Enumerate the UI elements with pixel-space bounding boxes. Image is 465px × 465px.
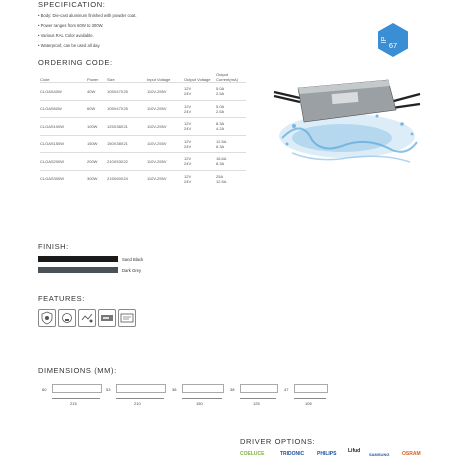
brand-logo-philips: PHILIPS — [317, 451, 337, 457]
specification-title: SPECIFICATION: — [38, 0, 106, 9]
cell-code: CLGAS300W — [40, 170, 87, 187]
cell-input: 110V-255V — [147, 135, 184, 153]
driver-icon — [98, 309, 116, 327]
dimension-line — [240, 398, 276, 399]
spec-item: • Various RAL Color available. — [38, 33, 94, 38]
cell-power: 200W — [87, 153, 107, 171]
surge-icon — [78, 309, 96, 327]
cell-code: CLGAS200W — [40, 153, 87, 171]
driver-options-title: DRIVER OPTIONS: — [240, 437, 316, 446]
cell-power: 60W — [87, 100, 107, 118]
dim-width: 150 — [196, 401, 203, 406]
table-row — [40, 170, 246, 187]
cell-size: 215X60X24 — [107, 170, 147, 187]
dim-width: 215 — [70, 401, 77, 406]
cell-input: 110V-255V — [147, 118, 184, 136]
cell-input: 110V-255V — [147, 153, 184, 171]
dimensions-title: DIMENSIONS (MM): — [38, 366, 117, 375]
cell-output: 12V 24V — [184, 135, 216, 153]
table-row — [40, 135, 246, 153]
cell-output: 12V 24V — [184, 170, 216, 187]
spec-item: • Body: Die-cast aluminum finished with powder coat. — [38, 13, 137, 18]
col-header: Size — [107, 77, 115, 82]
col-header: Power — [87, 77, 99, 82]
cell-output: 12V 24V — [184, 118, 216, 136]
cell-power: 40W — [87, 83, 107, 101]
brand-logo-coeluce: COELUCE — [240, 451, 265, 457]
cell-size: 105X47X25 — [107, 100, 147, 118]
cell-current: 5.0A 2.5A — [216, 83, 246, 101]
features-title: FEATURES: — [38, 294, 85, 303]
cell-current: 5.0A 2.5A — [216, 100, 246, 118]
dimension-line — [116, 398, 164, 399]
finish-swatch-sand-black — [38, 256, 118, 262]
brand-logo-tridonic: TRIDONIC — [280, 451, 305, 457]
table-row — [40, 118, 246, 136]
finish-label: Dark Grey — [122, 268, 142, 273]
shield-icon — [38, 309, 56, 327]
certification-icon — [118, 309, 136, 327]
ip-text: IP — [381, 36, 388, 44]
cell-current: 25A 12.5A — [216, 170, 246, 187]
cell-power: 300W — [87, 170, 107, 187]
cell-size: 105X47X25 — [107, 83, 147, 101]
spec-item: • Waterproof, can be used all day. — [38, 43, 101, 48]
spec-item: • Power ranges from 60W to 300W. — [38, 23, 104, 28]
cell-output: 12V 24V — [184, 100, 216, 118]
table-row — [40, 153, 246, 171]
brand-logo-samsung: SAMSUNG — [369, 452, 390, 457]
ordering-title: ORDERING CODE: — [38, 58, 113, 67]
cell-code: CLGAS40W — [40, 83, 87, 101]
ip67-badge — [377, 22, 409, 58]
table-row — [40, 83, 246, 101]
cell-code: CLGAS150W — [40, 135, 87, 153]
dim-width: 105 — [305, 401, 312, 406]
cell-power: 150W — [87, 135, 107, 153]
cell-input: 110V-255V — [147, 170, 184, 187]
col-header: Output Current(mA) — [216, 72, 239, 82]
dimension-box — [52, 384, 102, 393]
dimension-line — [182, 398, 222, 399]
brand-logo-osram: OSRAM — [402, 451, 421, 457]
ip-rating: 67 — [388, 41, 398, 50]
dimension-box — [116, 384, 166, 393]
cell-input: 110V-255V — [147, 100, 184, 118]
cell-size: 210X53X22 — [107, 153, 147, 171]
cell-current: 12.5A 6.3A — [216, 135, 246, 153]
col-header: Input Voltage — [147, 77, 171, 82]
power-icon — [58, 309, 76, 327]
dimension-line — [52, 398, 100, 399]
table-row — [40, 100, 246, 118]
dimension-box — [182, 384, 224, 393]
brand-logo-lifud: Lifud — [348, 448, 361, 454]
cell-size: 150X38X21 — [107, 135, 147, 153]
dimension-line — [294, 398, 326, 399]
dim-width: 125 — [253, 401, 260, 406]
dim-height: 38 — [172, 387, 177, 392]
cell-power: 100W — [87, 118, 107, 136]
dimension-box — [294, 384, 328, 393]
dim-height: 47 — [284, 387, 289, 392]
cell-output: 12V 24V — [184, 83, 216, 101]
cell-size: 125X38X21 — [107, 118, 147, 136]
cell-code: CLGAS60W — [40, 100, 87, 118]
cell-current: 8.3A 4.2A — [216, 118, 246, 136]
dim-height: 38 — [230, 387, 235, 392]
dimension-box — [240, 384, 278, 393]
cell-code: CLGAS100W — [40, 118, 87, 136]
dim-width: 210 — [134, 401, 141, 406]
col-header: Output Voltage — [184, 77, 211, 82]
cell-current: 16.6A 8.3A — [216, 153, 246, 171]
finish-title: FINISH: — [38, 242, 69, 251]
cell-input: 110V-255V — [147, 83, 184, 101]
product-image — [272, 58, 422, 178]
cell-output: 12V 24V — [184, 153, 216, 171]
dim-height: 60 — [42, 387, 47, 392]
ordering-table — [40, 72, 246, 187]
dim-height: 53 — [106, 387, 111, 392]
finish-label: Sand Black — [122, 257, 144, 262]
finish-swatch-dark-grey — [38, 267, 118, 273]
col-header: Code — [40, 77, 50, 82]
